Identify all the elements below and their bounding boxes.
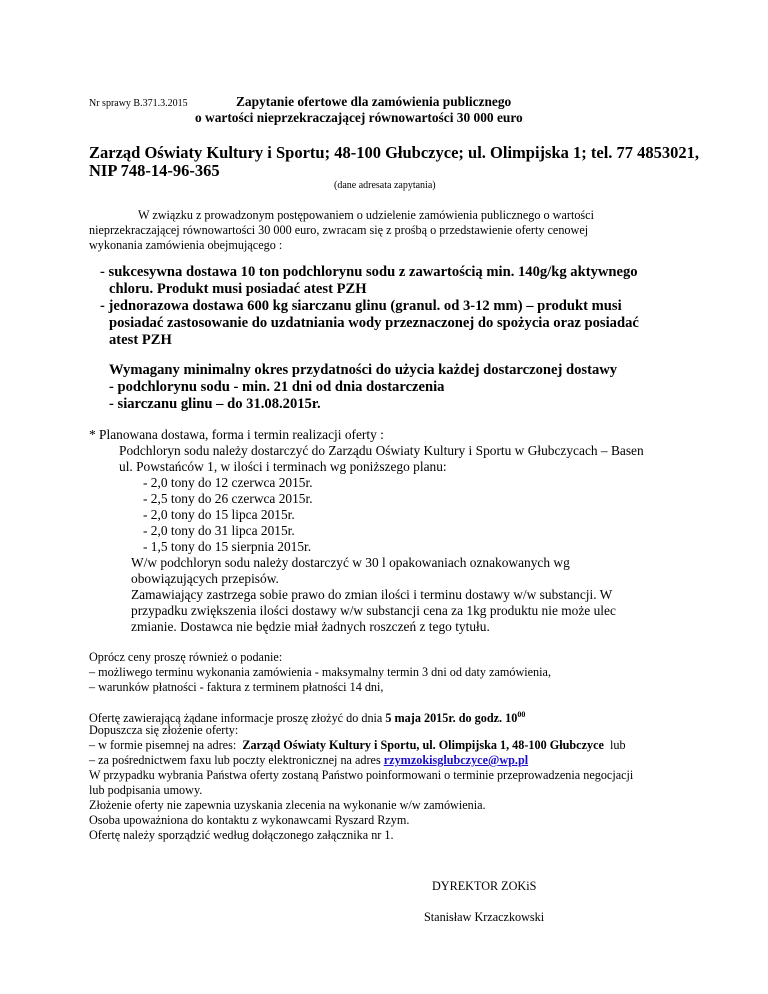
case-number: Nr sprawy B.371.3.2015 — [89, 98, 188, 109]
additional-heading: Oprócz ceny proszę również o podanie: — [89, 650, 283, 664]
reserve-line1: Zamawiający zastrzega sobie prawo do zmian ilości i terminu dostawy w/w substancji. W — [131, 587, 613, 602]
shelf-life-item2: - siarczanu glinu – do 31.08.2015r. — [109, 396, 321, 412]
deadline-minutes: 00 — [517, 710, 526, 719]
addressee-line1: Zarząd Oświaty Kultury i Sportu; 48-100 Głubczyce; ul. Olimpijska 1; tel. 77 4853021, — [89, 143, 700, 162]
shelf-life-title: Wymagany minimalny okres przydatności do użycia każdej dostarczonej dostawy — [109, 362, 618, 378]
shelf-life-item1: - podchlorynu sodu - min. 21 dni od dnia dostarczenia — [109, 379, 445, 395]
reserve-line2: przypadku zwiększenia ilości dostawy w/w substancji cena za 1kg produktu nie może ulec — [131, 603, 616, 618]
page-title-line2: o wartości nieprzekraczającej równowartości 30 000 euro — [195, 110, 523, 125]
electronic-submission-line — [89, 753, 528, 768]
additional-item2: – warunków płatności - faktura z terminem płatności 14 dni, — [89, 680, 384, 694]
intro-line3: wykonania zamówienia obejmującego : — [89, 238, 283, 252]
schedule-item: - 2,0 tony do 15 lipca 2015r. — [143, 507, 295, 522]
scope-item2-line2: posiadać zastosowanie do uzdatniania wody przeznaczonej do spożycia oraz posiadać — [109, 315, 639, 331]
written-address: Zarząd Oświaty Kultury i Sportu, ul. Olimpijska 1, 48-100 Głubczyce — [242, 738, 604, 752]
additional-item1: – możliwego terminu wykonania zamówienia - maksymalny termin 3 dni od daty zamówienia, — [89, 665, 551, 679]
scope-item1-line1: - sukcesywna dostawa 10 ton podchlorynu sodu z zawartością min. 140g/kg aktywnego — [100, 264, 638, 280]
written-submission-line — [89, 738, 626, 753]
page-title-line1: Zapytanie ofertowe dla zamówienia publicznego — [236, 94, 512, 109]
scope-item1-line2: chloru. Produkt musi posiadać atest PZH — [109, 281, 367, 297]
schedule-item: - 2,0 tony do 31 lipca 2015r. — [143, 523, 295, 538]
deadline-date: 5 maja 2015r. do godz. 10 — [385, 711, 518, 726]
scope-item2-line3: atest PZH — [109, 332, 172, 348]
schedule-item: - 1,5 tony do 15 sierpnia 2015r. — [143, 539, 312, 554]
negotiation-line1: W przypadku wybrania Państwa oferty zostaną Państwo poinformowani o terminie przeprowadzenia negocjacji — [89, 768, 634, 782]
addressee-caption: (dane adresata zapytania) — [334, 180, 436, 191]
scope-item2-line1: - jednorazowa dostawa 600 kg siarczanu glinu (granul. od 3-12 mm) – produkt musi — [100, 298, 622, 314]
addressee-line2: NIP 748-14-96-365 — [89, 161, 220, 180]
schedule-item: - 2,0 tony do 12 czerwca 2015r. — [143, 475, 313, 490]
delivery-heading: * Planowana dostawa, forma i termin realizacji oferty : — [89, 427, 384, 442]
delivery-desc-line2: ul. Powstańców 1, w ilości i terminach wg poniższego planu: — [119, 459, 447, 474]
delivery-desc-line1: Podchloryn sodu należy dostarczyć do Zarządu Oświaty Kultury i Sportu w Głubczycach – Basen — [119, 443, 644, 458]
written-prefix: – w formie pisemnej na adres: — [89, 738, 243, 752]
signature-title: DYREKTOR ZOKiS — [432, 879, 537, 893]
intro-line1: W związku z prowadzonym postępowaniem o udzielenie zamówienia publicznego o wartości — [138, 208, 594, 222]
deadline-prefix: Ofertę zawierającą żądane informacje proszę złożyć do dnia — [89, 711, 386, 726]
reserve-line3: zmianie. Dostawca nie będzie miał żadnych roszczeń z tego tytułu. — [131, 619, 490, 634]
signature-name: Stanisław Krzaczkowski — [424, 910, 545, 924]
schedule-item: - 2,5 tony do 26 czerwca 2015r. — [143, 491, 313, 506]
written-suffix: lub — [603, 738, 626, 752]
negotiation-line2: lub podpisania umowy. — [89, 783, 203, 797]
intro-line2: nieprzekraczającej równowartości 30 000 euro, zwracam się z prośbą o przedstawienie oferty cenowej — [89, 223, 589, 237]
disclaimer: Złożenie oferty nie zapewnia uzyskania zlecenia na wykonanie w/w zamówienia. — [89, 798, 486, 812]
submission-allowed: Dopuszcza się złożenie oferty: — [89, 723, 239, 737]
email-link[interactable]: rzymzokisglubczyce@wp.pl — [383, 753, 529, 767]
electronic-prefix: – za pośrednictwem faxu lub poczty elektronicznej na adres — [89, 753, 384, 767]
contact-person: Osoba upoważniona do kontaktu z wykonawcami Ryszard Rzym. — [89, 813, 410, 827]
attachment-note: Ofertę należy sporządzić według dołączonego załącznika nr 1. — [89, 828, 394, 842]
packaging-note-line1: W/w podchloryn sodu należy dostarczyć w 30 l opakowaniach oznakowanych wg — [131, 555, 570, 570]
packaging-note-line2: obowiązujących przepisów. — [131, 571, 279, 586]
